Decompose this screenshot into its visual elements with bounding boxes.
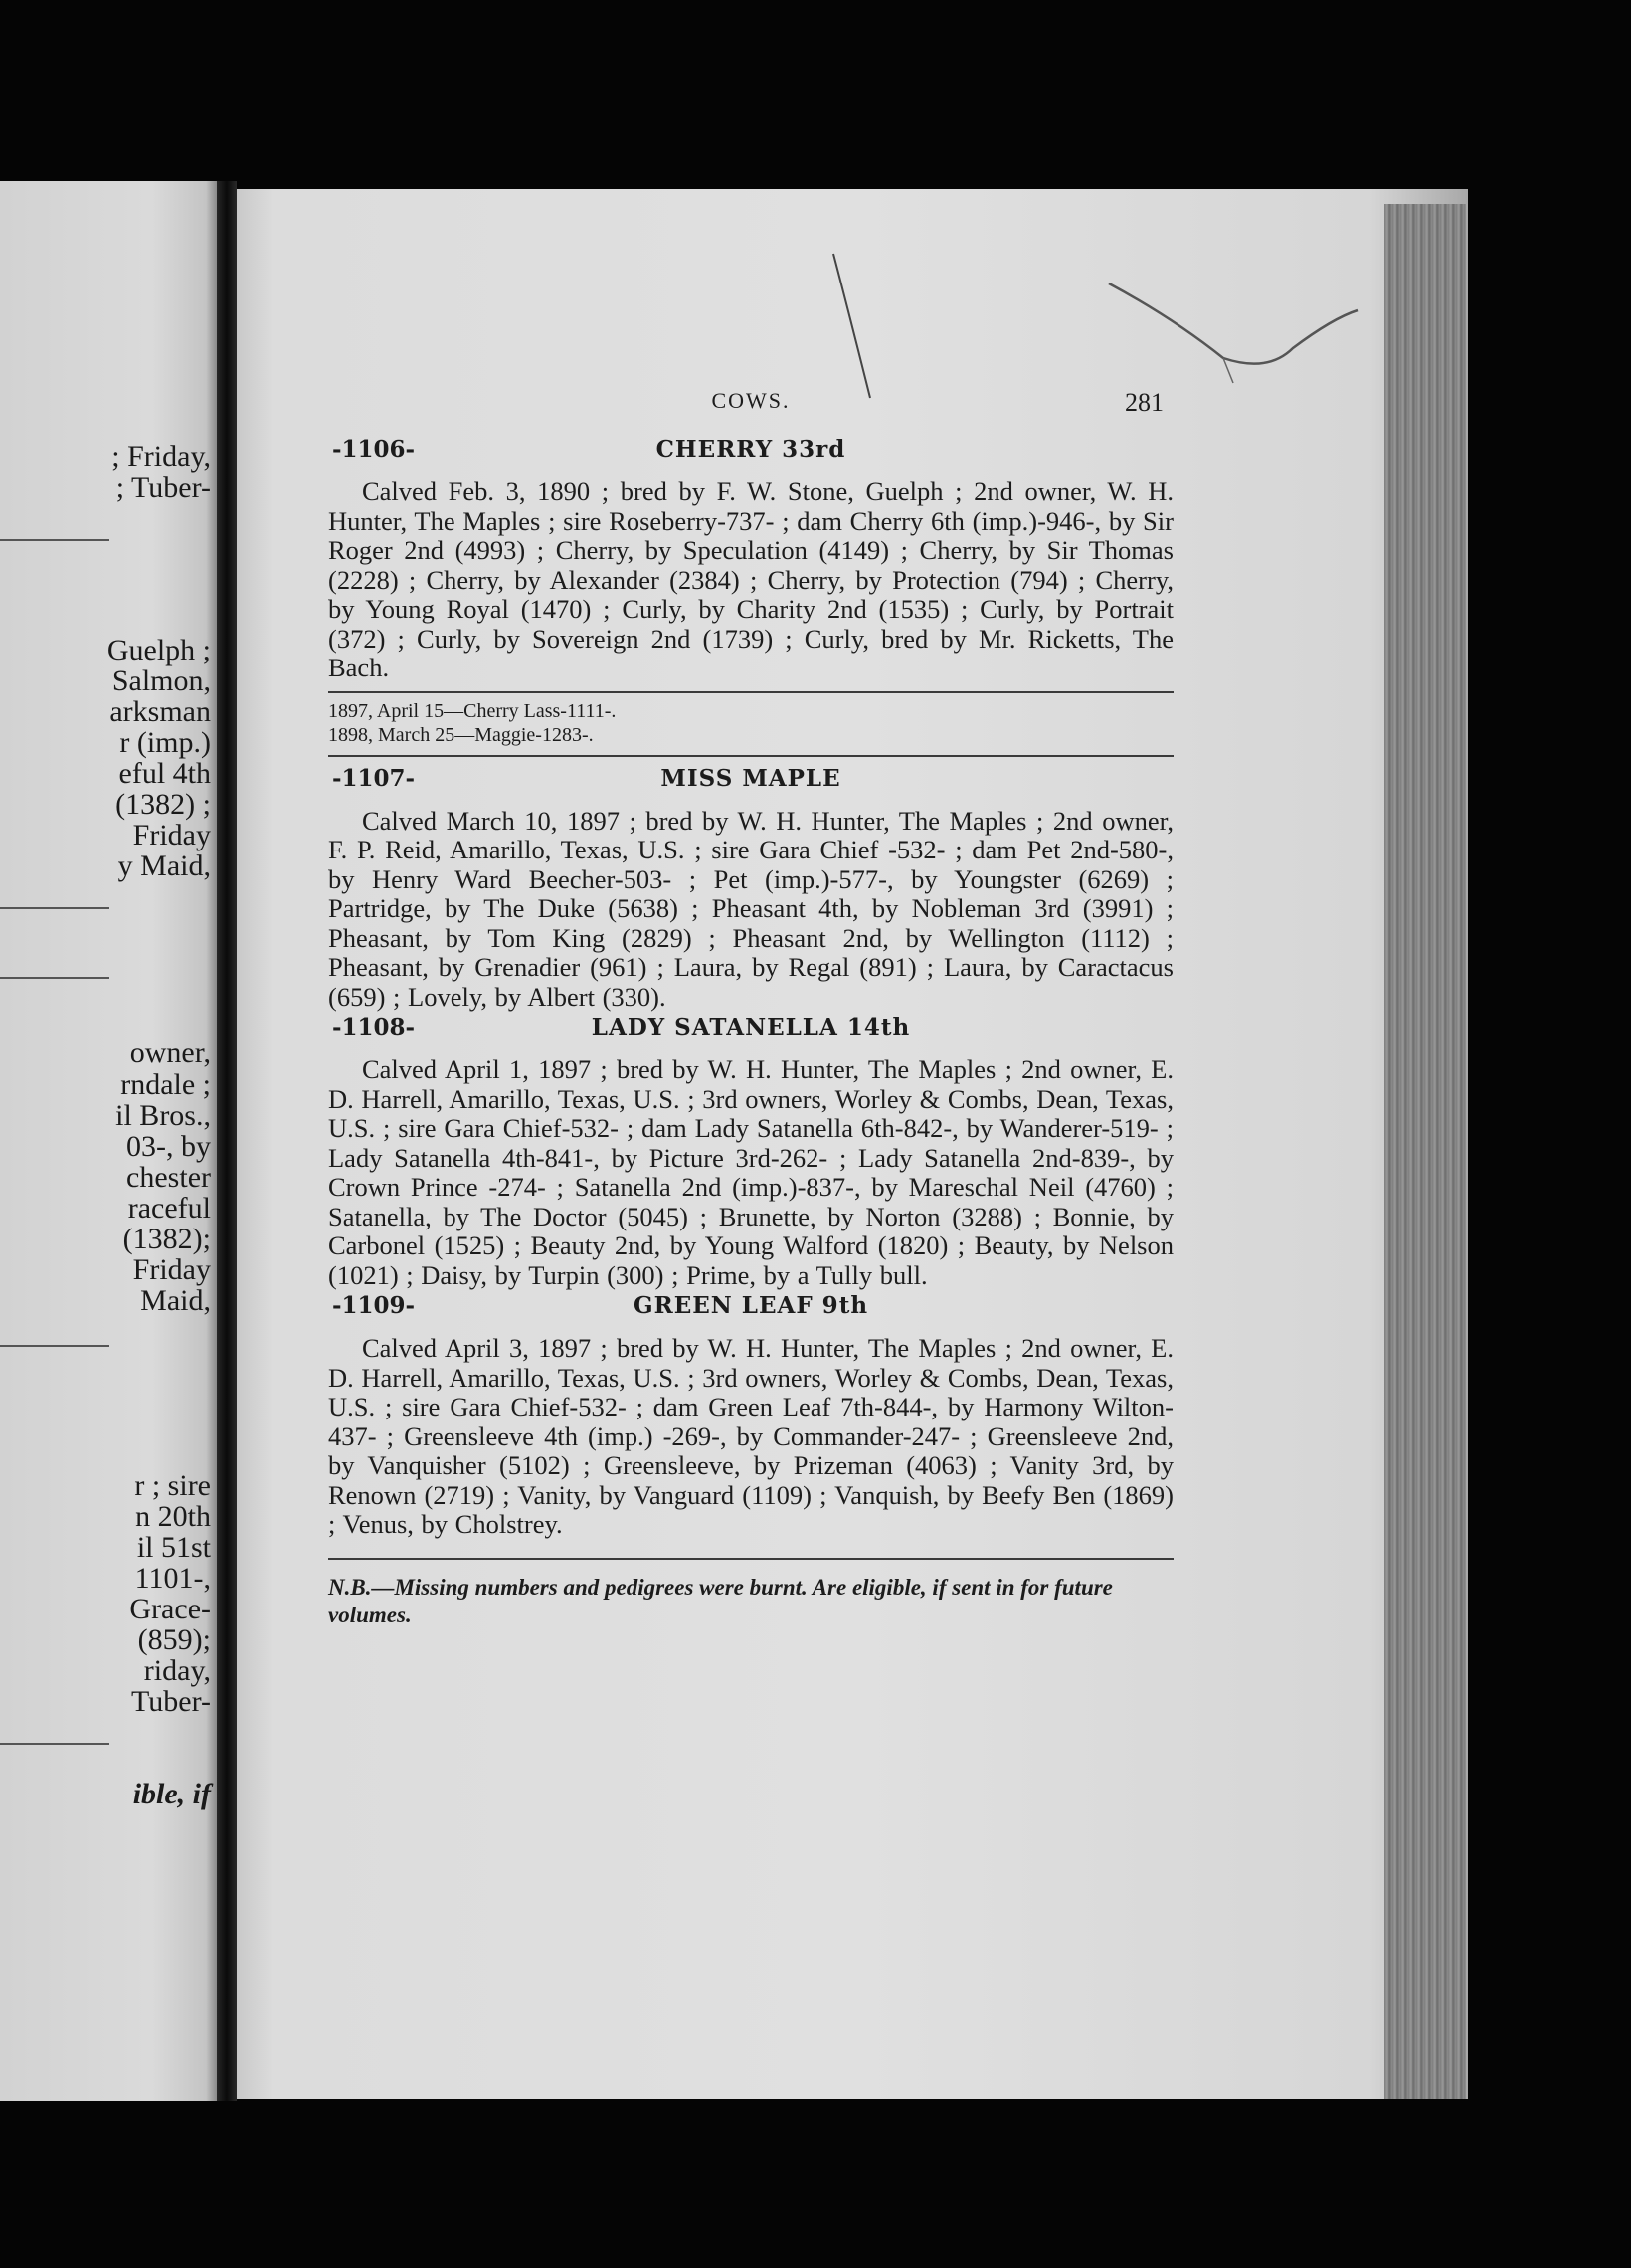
entry-name: MISS MAPLE	[660, 764, 841, 792]
left-line: arksman	[109, 695, 211, 728]
left-rule	[0, 907, 109, 909]
entry-pedigree: Calved March 10, 1897 ; bred by W. H. Hunter, The Maples ; 2nd owner, F. P. Reid, Amarillo, Texas, U.S. ; sire Gara Chief -532- ; dam Pet 2nd-580-, by Henry Ward Beecher-503- ; Pet (imp.)-577-, by Youngster (6269) ; Partridge, by The Duke (5638) ; Pheasant 4th, by Nobleman 3rd (3991) ; Pheasant, by Tom King (2829) ; Pheasant 2nd, by Wellington (1112) ; Pheasant, by Grenadier (961) ; Laura, by Regal (891) ; Laura, by Caractacus (659) ; Lovely, by Albert (330).	[328, 805, 1174, 1012]
left-line: riday,	[143, 1654, 211, 1687]
entry-head	[328, 1012, 1174, 1055]
left-rule	[0, 539, 109, 541]
left-line: il Bros.,	[115, 1099, 211, 1132]
divider	[328, 691, 1174, 693]
left-line: Guelph ;	[106, 634, 211, 666]
entry-pedigree: Calved April 1, 1897 ; bred by W. H. Hunter, The Maples ; 2nd owner, E. D. Harrell, Amarillo, Texas, U.S. ; 3rd owners, Worley & Combs, Dean, Texas, U.S. ; sire Gara Chief-532- ; dam Lady Satanella 6th-842-, by Wanderer-519- ; Lady Satanella 4th-841-, by Picture 3rd-262- ; Lady Satanella 2nd-839-, by Crown Prince -274- ; Satanella 2nd (imp.)-837-, by Mareschal Neil (4760) ; Satanella, by The Doctor (5045) ; Brunette, by Norton (3288) ; Bonnie, by Carbonel (1525) ; Beauty 2nd, by Young Walford (1820) ; Beauty, by Nelson (1021) ; Daisy, by Turpin (300) ; Prime, by a Tully bull.	[328, 1054, 1174, 1290]
left-line: eful 4th	[118, 757, 211, 790]
running-head	[328, 388, 1174, 434]
left-line: raceful	[127, 1192, 211, 1225]
left-line: Salmon,	[111, 664, 211, 697]
entry-name: LADY SATANELLA 14th	[591, 1014, 911, 1040]
left-line: r (imp.)	[119, 726, 211, 759]
entry-head	[328, 434, 1174, 477]
left-rule	[0, 977, 109, 979]
footnote: N.B.—Missing numbers and pedigrees were burnt. Are eligible, if sent in for future volumes.	[328, 1574, 1113, 1627]
left-line: (859);	[137, 1623, 211, 1656]
left-line: y Maid,	[117, 850, 211, 882]
entry-pedigree: Calved April 3, 1897 ; bred by W. H. Hunter, The Maples ; 2nd owner, E. D. Harrell, Amarillo, Texas, U.S. ; 3rd owners, Worley & Combs, Dean, Texas, U.S. ; sire Gara Chief-532- ; dam Green Leaf 7th-844-, by Harmony Wilton-437- ; Greensleeve 4th (imp.) -269-, by Commander-247- ; Greensleeve 2nd, by Vanquisher (5102) ; Greensleeve, by Prizeman (4063) ; Vanity 3rd, by Renown (2719) ; Vanity, by Vanguard (1109) ; Vanquish, by Beefy Ben (1869) ; Venus, by Cholstrey.	[328, 1333, 1174, 1539]
page-number: 281	[1125, 388, 1164, 417]
entry-number: -1109-	[332, 1292, 416, 1319]
entry-name: GREEN LEAF 9th	[633, 1292, 869, 1319]
entry	[328, 763, 1174, 1013]
entry	[328, 1012, 1174, 1290]
left-line: Grace-	[129, 1593, 211, 1625]
left-line: Friday	[132, 819, 211, 851]
page-edges	[1384, 204, 1466, 2099]
left-line: owner,	[129, 1037, 211, 1069]
entry-head	[328, 763, 1174, 807]
left-line: rndale ;	[120, 1068, 211, 1101]
running-title: COWS.	[711, 388, 791, 413]
left-line: 03-, by	[126, 1130, 211, 1163]
left-line: (1382);	[122, 1223, 211, 1255]
book-gutter	[217, 181, 237, 2101]
left-line: ; Tuber-	[115, 472, 211, 504]
left-line: ; Friday,	[111, 440, 211, 472]
left-rule	[0, 1345, 109, 1347]
divider	[328, 755, 1174, 757]
left-rule	[0, 1743, 109, 1745]
progeny-item: 1897, April 15—Cherry Lass-1111-.	[328, 699, 617, 722]
left-line: 1101-,	[134, 1562, 211, 1595]
page-content	[328, 388, 1174, 1629]
entry-head	[328, 1290, 1174, 1334]
entry-pedigree: Calved Feb. 3, 1890 ; bred by F. W. Stone, Guelph ; 2nd owner, W. H. Hunter, The Maples ; sire Roseberry-737- ; dam Cherry 6th (imp.)-946-, by Sir Roger 2nd (4993) ; Cherry, by Speculation (4149) ; Cherry, by Sir Thomas (2228) ; Cherry, by Alexander (2384) ; Cherry, by Protection (794) ; Cherry, by Young Royal (1470) ; Curly, by Charity 2nd (1535) ; Curly, by Portrait (372) ; Curly, by Sovereign 2nd (1739) ; Curly, bred by Mr. Ricketts, The Bach.	[328, 476, 1174, 682]
divider	[328, 1558, 1174, 1560]
left-page-fragment	[0, 181, 217, 2101]
left-line: Maid,	[140, 1284, 211, 1317]
left-line: (1382) ;	[115, 788, 211, 821]
progeny-list	[328, 699, 1174, 747]
entry	[328, 434, 1174, 757]
left-line: Tuber-	[131, 1685, 211, 1718]
entry-name: CHERRY 33rd	[655, 436, 846, 463]
left-line: Friday	[132, 1253, 211, 1286]
left-line: ible, if	[132, 1778, 211, 1810]
entry	[328, 1290, 1174, 1540]
entry-number: -1106-	[332, 436, 416, 463]
progeny-item: 1898, March 25—Maggie-1283-.	[328, 723, 594, 746]
entry-number: -1107-	[332, 764, 416, 792]
left-line: r ; sire	[134, 1469, 211, 1502]
entry-number: -1108-	[332, 1014, 416, 1040]
left-line: n 20th	[135, 1500, 211, 1533]
left-line: chester	[126, 1161, 211, 1194]
left-line: il 51st	[136, 1531, 211, 1564]
